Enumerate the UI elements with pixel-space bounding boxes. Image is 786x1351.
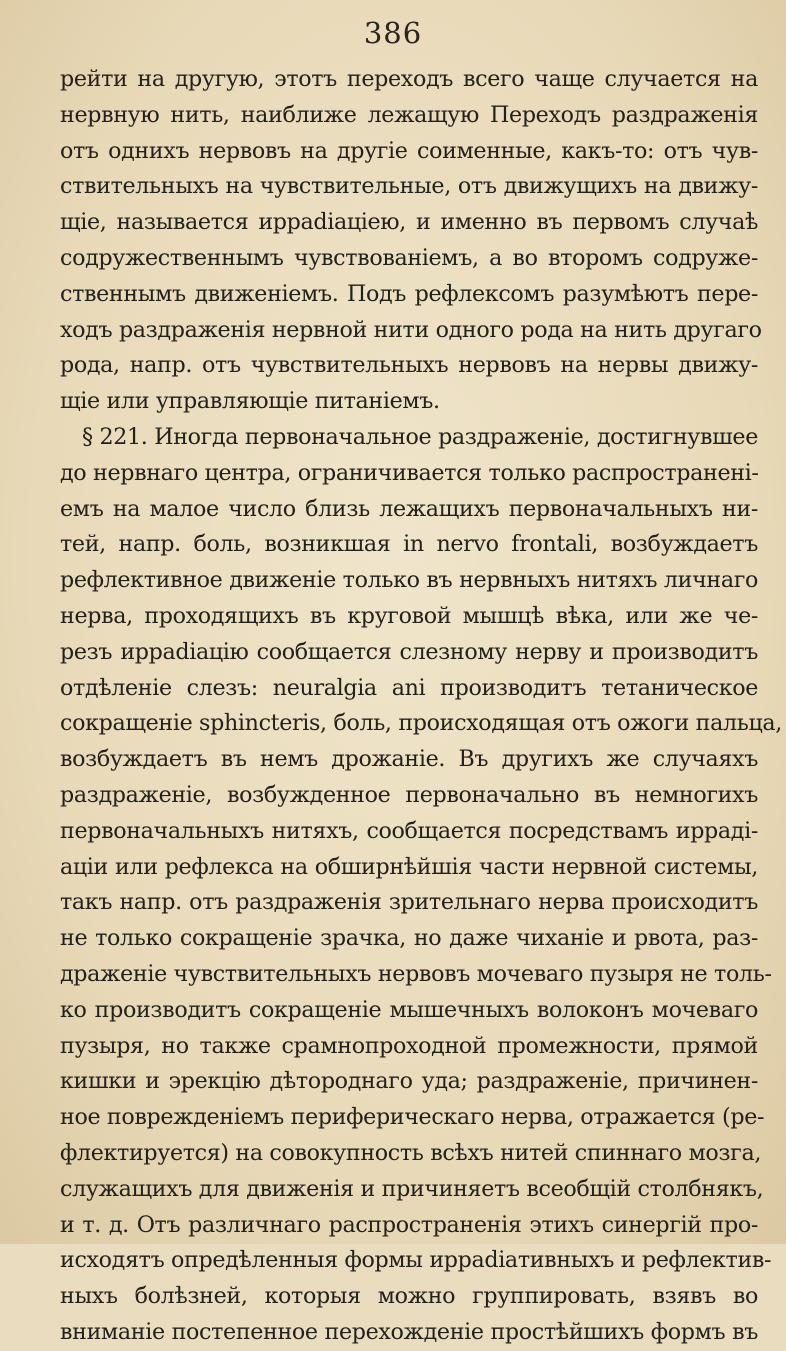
text-line: исходятъ опредѣленныя формы ирраdiативныхъ и рефлектив-	[60, 1247, 772, 1274]
text-line: ко производитъ сокращеніе мышечныхъ волоконъ мочеваго	[60, 996, 758, 1023]
text-line: щіе, называется ирраdiаціею, и именно въ первомъ случаѣ	[60, 209, 758, 236]
text-line: сокращеніе sphincteris, боль, происходящая отъ ожоги пальца,	[60, 710, 782, 737]
page-number: 386	[363, 16, 423, 50]
body-text	[60, 62, 782, 1351]
text-line: емъ на малое число близь лежащихъ первоначальныхъ ни-	[60, 495, 758, 522]
text-line: такъ напр. отъ раздраженія зрительнаго нерва происходитъ	[60, 889, 758, 916]
text-line: служащихъ для движенія и причиняетъ всеобщій столбнякъ,	[60, 1175, 764, 1202]
text-line: флектируется) на совокупность всѣхъ нитей спиннаго мозга,	[60, 1139, 762, 1166]
text-line: аціи или рефлекса на обширнѣйшія части нервной системы,	[60, 853, 758, 880]
text-line: ное повреждeніемъ периферическаго нерва, отражается (ре-	[60, 1104, 765, 1131]
text-line: до нервнаго центра, ограничивается только распространені-	[60, 459, 759, 486]
text-line: ствительныхъ на чувствительные, отъ движущихъ на движу-	[60, 173, 758, 200]
text-line: раздраженіе, возбужденное первоначально въ немногихъ	[60, 781, 758, 808]
text-line: вниманіе постепенное перехожденіе простѣйшихъ формъ въ	[60, 1318, 758, 1345]
text-line: возбуждаетъ въ немъ дрожаніе. Въ другихъ же случаяхъ	[60, 746, 758, 773]
text-line: содружественнымъ чувствованіемъ, а во второмъ содруже-	[60, 244, 758, 271]
text-line: рейти на другую, этотъ переходъ всего чаще случается на	[60, 66, 758, 92]
text-line: нерва, проходящихъ въ круговой мышцѣ вѣка, или же че-	[60, 602, 758, 629]
text-line: первоначальныхъ нитяхъ, сообщается посредствамъ ирраді-	[60, 817, 758, 844]
text-line: резъ ирраdiацію сообщается слезному нерву и производитъ	[60, 638, 758, 665]
text-line: отъ однихъ нервовъ на другіе соименные, какъ-то: отъ чув-	[60, 137, 758, 164]
text-line: ственнымъ движеніемъ. Подъ рефлексомъ разумѣютъ пере-	[60, 280, 758, 307]
text-line: отдѣленіе слезъ: neuralgia ani производитъ тетаническое	[60, 674, 758, 701]
text-line: кишки и эрекцію дѣтороднаго уда; раздраженіе, причинен-	[60, 1068, 758, 1095]
text-line: ныхъ болѣзней, которыя можно группировать, взявъ во	[60, 1283, 758, 1310]
text-line: тей, напр. боль, возникшая in nervo frontali, возбуждаетъ	[60, 531, 758, 558]
text-line: ходъ раздраженія нервной нити одного рода на нить другаго	[60, 316, 762, 343]
text-line: пузыря, но также срамнопроходной промежности, прямой	[60, 1032, 758, 1059]
paragraph-end-line: щіе или управляющіе питаніемъ.	[60, 388, 440, 415]
section-start-line: § 221. Иногда первоначальное раздраженіе, достигнувшее	[82, 423, 758, 450]
text-line: и т. д. Отъ различнаго распространенія этихъ синергій про-	[60, 1211, 758, 1238]
text-line: не только сокращеніе зрачка, но даже чиханіе и рвота, раз-	[60, 925, 758, 952]
text-line: рода, напр. отъ чувствительныхъ нервовъ на нервы движу-	[60, 352, 758, 379]
text-line: драженіе чувствительныхъ нервовъ мочеваго пузыря не толь-	[60, 960, 772, 987]
text-line: рефлективное движеніе только въ нервныхъ нитяхъ личнаго	[60, 567, 758, 594]
text-line: нервную нить, наиближе лежащую Переходъ раздраженія	[60, 101, 758, 128]
